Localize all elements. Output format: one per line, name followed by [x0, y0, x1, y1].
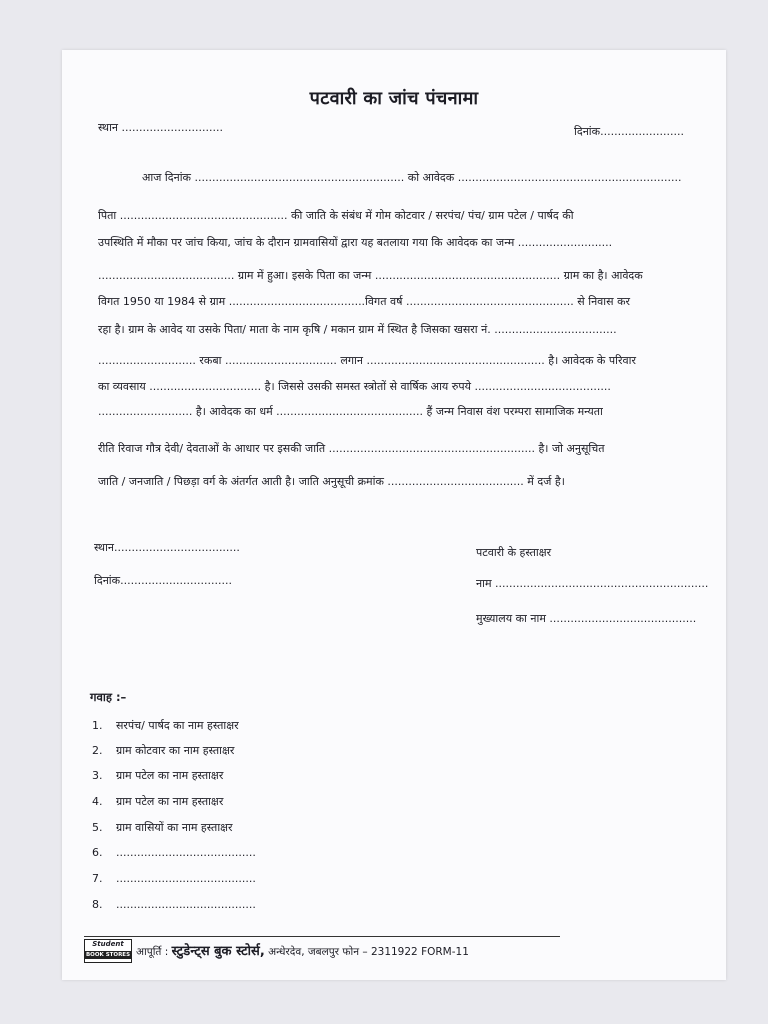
witness-item: [92, 768, 223, 783]
form-sheet: [62, 50, 726, 980]
headquarter-name: मुख्यालय का नाम ..........................................: [476, 612, 697, 625]
line-inspection: उपस्थिति में मौका पर जांच किया, जांच के दौरान ग्रामवासियों द्वारा यह बतलाया गया कि आवेदक का जन्म ...........................: [98, 236, 613, 249]
line-religion: ........................... है। आवेदक का धर्म .......................................... हैं जन्म निवास वंश परम्परा सामाजिक मन्यता: [98, 405, 603, 418]
witness-text: ........................................: [116, 846, 256, 859]
witness-item: [92, 794, 223, 809]
witness-text: ........................................: [116, 872, 256, 885]
shop-name: स्टुडेन्ट्स बुक स्टोर्स,: [171, 944, 265, 959]
witness-item: [92, 846, 256, 859]
logo-top-text: Student: [92, 940, 124, 948]
footer-divider: [84, 936, 560, 937]
witness-item: [92, 872, 256, 885]
witness-number: 3.: [92, 769, 103, 782]
witness-text: सरपंच/ पार्षद का नाम हस्ताक्षर: [116, 719, 239, 732]
witness-number: 4.: [92, 795, 103, 808]
witness-number: 5.: [92, 821, 103, 834]
form-title: पटवारी का जांच पंचनामा: [309, 88, 479, 109]
logo-bottom-text: BOOK STORES: [85, 952, 131, 958]
line-birthplace: ....................................... ग्राम में हुआ। इसके पिता का जन्म ..................................................... ग्राम का है। आवेदक: [98, 269, 643, 282]
witness-item: [92, 898, 256, 911]
form-number: FORM-11: [421, 946, 469, 958]
line-customs: रीति रिवाज गौत्र देवी/ देवताओं के आधार पर इसकी जाति ........................................................... है। जो अनुसूचित: [98, 442, 605, 455]
witness-number: 6.: [92, 846, 103, 859]
witness-heading: गवाह :–: [90, 690, 127, 704]
line-applicant-date: आज दिनांक ............................................................ को आवेदक ................................................................: [142, 171, 682, 184]
line-category: जाति / जनजाति / पिछड़ा वर्ग के अंतर्गत आती है। जाति अनुसूची क्रमांक ....................................... में दर्ज है।: [98, 475, 565, 488]
witness-text: ग्राम पटेल का नाम हस्ताक्षर: [116, 795, 224, 808]
sign-date: दिनांक................................: [94, 574, 232, 587]
line-occupation: का व्यवसाय ................................ है। जिससे उसकी समस्त स्त्रोतों से वार्षिक आय रुपये .......................................: [98, 380, 611, 393]
witness-text: ग्राम वासियों का नाम हस्ताक्षर: [116, 821, 233, 834]
header-date: दिनांक........................: [574, 125, 685, 138]
witness-number: 1.: [92, 719, 103, 732]
witness-number: 7.: [92, 872, 103, 885]
patwari-signature: पटवारी के हस्ताक्षर: [476, 546, 552, 559]
witness-text: ........................................: [116, 898, 256, 911]
line-land: रहा है। ग्राम के आवेद या उसके पिता/ माता के नाम कृषि / मकान ग्राम में स्थित है जिसका खसरा नं. ...................................: [98, 323, 617, 336]
patwari-name: नाम .............................................................: [476, 577, 709, 590]
witness-item: [92, 820, 233, 835]
line-area: ............................ रकबा ................................ लगान ................................................... है। आवेदक के परिवार: [98, 354, 636, 367]
footer-credit: [136, 941, 469, 959]
sign-place: स्थान....................................: [94, 541, 240, 554]
shop-address: अन्धेरदेव, जबलपुर फोन – 2311922: [268, 946, 418, 958]
line-residence: विगत 1950 या 1984 से ग्राम .......................................विगत वर्ष ................................................ से निवास कर: [98, 295, 631, 308]
witness-text: ग्राम कोटवार का नाम हस्ताक्षर: [116, 744, 235, 757]
line-father: पिता ................................................ की जाति के संबंध में गोम कोटवार / सरपंच/ पंच/ ग्राम पटेल / पार्षद की: [98, 209, 574, 222]
header-place: स्थान .............................: [98, 121, 223, 134]
supplier-label: आपूर्ति :: [136, 946, 169, 958]
witness-text: ग्राम पटेल का नाम हस्ताक्षर: [116, 769, 224, 782]
witness-item: [92, 718, 239, 733]
witness-item: [92, 743, 234, 758]
witness-number: 2.: [92, 744, 103, 757]
witness-number: 8.: [92, 898, 103, 911]
publisher-logo: [84, 939, 132, 963]
